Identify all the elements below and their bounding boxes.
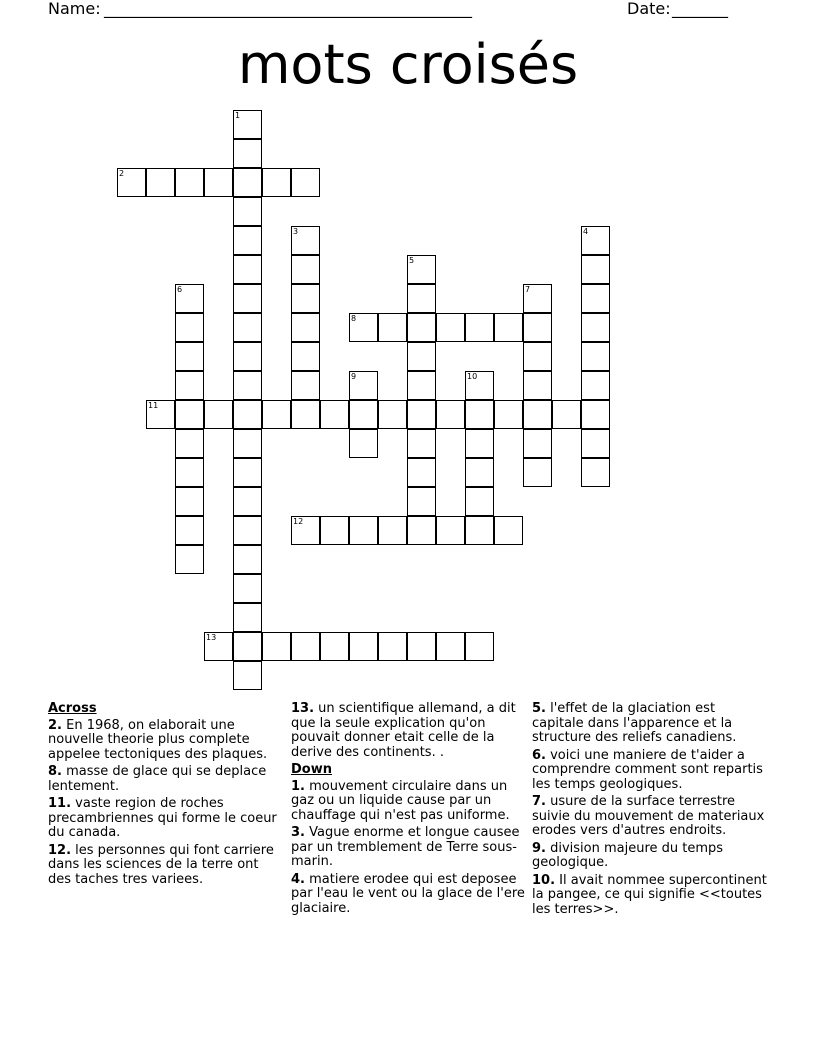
- crossword-cell[interactable]: [407, 255, 436, 284]
- clue-number-label: 12.: [48, 842, 72, 858]
- crossword-cell[interactable]: [465, 487, 494, 516]
- crossword-cell[interactable]: [146, 400, 175, 429]
- crossword-cell[interactable]: [378, 516, 407, 545]
- crossword-cell[interactable]: [436, 516, 465, 545]
- crossword-cell[interactable]: [291, 516, 320, 545]
- crossword-cell[interactable]: [523, 458, 552, 487]
- clue-text: les personnes qui font carriere dans les sciences de la terre ont des taches tres variees.: [48, 842, 274, 887]
- clue: [291, 873, 525, 917]
- clues-column-1: [48, 702, 280, 890]
- clue-number-label: 2.: [48, 717, 62, 733]
- crossword-cell[interactable]: [233, 342, 262, 371]
- clue: [48, 844, 280, 888]
- clue-text: matiere erodee qui est deposee par l'eau le vent ou la glace de l'ere glaciaire.: [291, 871, 525, 916]
- crossword-cell[interactable]: [233, 487, 262, 516]
- clue-number-label: 10.: [532, 872, 556, 888]
- clue: [291, 826, 525, 870]
- crossword-cell[interactable]: [436, 632, 465, 661]
- clue-text: division majeure du temps geologique.: [532, 840, 724, 870]
- clue-number: 4: [583, 227, 589, 236]
- crossword-cell[interactable]: [378, 313, 407, 342]
- crossword-cell[interactable]: [291, 632, 320, 661]
- clue-number-label: 3.: [291, 825, 305, 840]
- crossword-cell[interactable]: [581, 400, 610, 429]
- crossword-cell[interactable]: [465, 458, 494, 487]
- clue-text: voici une maniere de t'aider a comprendre comment sont repartis les temps geologiques.: [532, 747, 763, 792]
- crossword-cell[interactable]: [320, 632, 349, 661]
- clue-number: 5: [409, 256, 415, 265]
- crossword-cell[interactable]: [407, 284, 436, 313]
- clue-number-label: 9.: [532, 840, 546, 856]
- clue-number: 6: [177, 285, 183, 294]
- clue-text: usure de la surface terrestre suivie du mouvement de materiaux erodes vers d'autres endroits.: [532, 794, 765, 838]
- crossword-cell[interactable]: [349, 516, 378, 545]
- crossword-cell[interactable]: [465, 371, 494, 400]
- crossword-cell[interactable]: [233, 603, 262, 632]
- crossword-cell[interactable]: [407, 313, 436, 342]
- crossword-cell[interactable]: [581, 342, 610, 371]
- name-line[interactable]: ______________________________________________: [104, 0, 472, 18]
- crossword-cell[interactable]: [233, 284, 262, 313]
- crossword-cell[interactable]: [552, 400, 581, 429]
- across-heading: Across: [48, 701, 97, 716]
- page-title: mots croisés: [237, 33, 579, 96]
- crossword-cell[interactable]: [291, 255, 320, 284]
- crossword-cell[interactable]: [523, 371, 552, 400]
- crossword-cell[interactable]: [233, 371, 262, 400]
- crossword-cell[interactable]: [233, 255, 262, 284]
- crossword-cell[interactable]: [233, 632, 262, 661]
- crossword-cell[interactable]: [407, 342, 436, 371]
- clue-text: Vague enorme et longue causee par un tremblement de Terre sous-marin.: [291, 825, 520, 869]
- clue-number: 12: [293, 517, 304, 526]
- clue-number: 3: [293, 227, 299, 236]
- clue-text: vaste region de roches precambriennes qui forme le coeur du canada.: [48, 796, 277, 840]
- crossword-cell[interactable]: [233, 226, 262, 255]
- clue-number-label: 11.: [48, 796, 72, 811]
- crossword-cell[interactable]: [407, 632, 436, 661]
- crossword-cell[interactable]: [204, 632, 233, 661]
- crossword-cell[interactable]: [175, 487, 204, 516]
- date-line[interactable]: _______: [672, 0, 728, 18]
- crossword-cell[interactable]: [523, 284, 552, 313]
- clue-number: 2: [119, 169, 125, 178]
- crossword-cell[interactable]: [175, 371, 204, 400]
- clue-number-label: 13.: [291, 701, 315, 716]
- crossword-cell[interactable]: [581, 458, 610, 487]
- clue-number: 11: [148, 401, 159, 410]
- crossword-cell[interactable]: [407, 516, 436, 545]
- crossword-cell[interactable]: [523, 429, 552, 458]
- clue-number-label: 4.: [291, 871, 305, 887]
- clue-number-label: 7.: [532, 794, 546, 809]
- crossword-cell[interactable]: [320, 400, 349, 429]
- crossword-cell[interactable]: [175, 168, 204, 197]
- clue: [291, 702, 525, 760]
- crossword-cell[interactable]: [262, 400, 291, 429]
- crossword-cell[interactable]: [233, 197, 262, 226]
- crossword-cell[interactable]: [465, 400, 494, 429]
- crossword-cell[interactable]: [291, 226, 320, 255]
- crossword-cell[interactable]: [465, 516, 494, 545]
- clue-number: 9: [351, 372, 357, 381]
- crossword-cell[interactable]: [175, 458, 204, 487]
- crossword-cell[interactable]: [233, 313, 262, 342]
- clue-number: 1: [235, 111, 241, 120]
- crossword-cell[interactable]: [465, 313, 494, 342]
- crossword-cell[interactable]: [291, 313, 320, 342]
- crossword-cell[interactable]: [349, 371, 378, 400]
- clue-number: 10: [467, 372, 478, 381]
- crossword-cell[interactable]: [494, 400, 523, 429]
- down-heading: Down: [291, 762, 332, 777]
- crossword-cell[interactable]: [494, 516, 523, 545]
- clue-text: masse de glace qui se deplace lentement.: [48, 764, 267, 794]
- crossword-cell[interactable]: [581, 226, 610, 255]
- clue-number-label: 6.: [532, 747, 546, 763]
- clue-number: 8: [351, 314, 357, 323]
- crossword-cell[interactable]: [117, 168, 146, 197]
- crossword-cell[interactable]: [436, 313, 465, 342]
- crossword-cell[interactable]: [581, 255, 610, 284]
- crossword-cell[interactable]: [291, 342, 320, 371]
- clues-column-3: [532, 702, 768, 920]
- crossword-cell[interactable]: [349, 632, 378, 661]
- crossword-cell[interactable]: [407, 371, 436, 400]
- crossword-cell[interactable]: [233, 516, 262, 545]
- crossword-cell[interactable]: [204, 168, 233, 197]
- crossword-cell[interactable]: [581, 284, 610, 313]
- clue: [532, 842, 768, 871]
- clue-text: l'effet de la glaciation est capitale dans l'apparence et la structure des reliefs canadiens.: [532, 701, 737, 745]
- across-clue-list: [48, 719, 280, 888]
- crossword-cell[interactable]: [233, 661, 262, 690]
- down-clue-list-continued: [532, 702, 768, 917]
- crossword-cell[interactable]: [349, 400, 378, 429]
- crossword-cell[interactable]: [233, 458, 262, 487]
- clue-text: Il avait nommee supercontinent la pangee, ce qui signifie <<toutes les terres>>.: [532, 872, 767, 917]
- crossword-cell[interactable]: [291, 284, 320, 313]
- crossword-cell[interactable]: [349, 429, 378, 458]
- clue-number-label: 8.: [48, 764, 62, 779]
- crossword-cell[interactable]: [407, 487, 436, 516]
- crossword-cell[interactable]: [262, 168, 291, 197]
- crossword-cell[interactable]: [291, 371, 320, 400]
- crossword-cell[interactable]: [175, 516, 204, 545]
- clue-number-label: 1.: [291, 778, 305, 794]
- crossword-cell[interactable]: [233, 545, 262, 574]
- clue: [291, 780, 525, 824]
- clue: [48, 797, 280, 841]
- crossword-cell[interactable]: [407, 429, 436, 458]
- crossword-cell[interactable]: [465, 429, 494, 458]
- clue-number-label: 5.: [532, 701, 546, 716]
- crossword-cell[interactable]: [581, 371, 610, 400]
- crossword-cell[interactable]: [465, 632, 494, 661]
- crossword-cell[interactable]: [378, 632, 407, 661]
- crossword-cell[interactable]: [233, 168, 262, 197]
- crossword-cell[interactable]: [233, 110, 262, 139]
- clue-text: mouvement circulaire dans un gaz ou un liquide cause par un chauffage qui n'est pas uniforme.: [291, 778, 510, 823]
- crossword-cell[interactable]: [581, 313, 610, 342]
- crossword-cell[interactable]: [175, 429, 204, 458]
- crossword-cell[interactable]: [291, 400, 320, 429]
- clue: [532, 702, 768, 746]
- crossword-cell[interactable]: [349, 313, 378, 342]
- crossword-cell[interactable]: [175, 342, 204, 371]
- crossword-cell[interactable]: [494, 313, 523, 342]
- crossword-cell[interactable]: [407, 458, 436, 487]
- crossword-cell[interactable]: [175, 400, 204, 429]
- clues-column-2: [291, 702, 525, 919]
- clue-text: un scientifique allemand, a dit que la seule explication qu'on pouvait donner etait celle de la derive des continents. .: [291, 701, 516, 760]
- crossword-cell[interactable]: [523, 313, 552, 342]
- crossword-cell[interactable]: [407, 400, 436, 429]
- crossword-cell[interactable]: [436, 400, 465, 429]
- crossword-cell[interactable]: [175, 545, 204, 574]
- date-label: Date:: [627, 0, 671, 18]
- crossword-cell[interactable]: [320, 516, 349, 545]
- name-label: Name:: [48, 0, 101, 18]
- across-clue-list-continued: [291, 702, 525, 760]
- crossword-cell[interactable]: [204, 400, 233, 429]
- crossword-cell[interactable]: [581, 429, 610, 458]
- down-clue-list: [291, 780, 525, 917]
- crossword-cell[interactable]: [262, 632, 291, 661]
- crossword-cell[interactable]: [233, 400, 262, 429]
- crossword-cell[interactable]: [233, 429, 262, 458]
- crossword-cell[interactable]: [233, 139, 262, 168]
- clue: [48, 765, 280, 794]
- clue: [48, 719, 280, 763]
- crossword-cell[interactable]: [523, 400, 552, 429]
- clue: [532, 874, 768, 918]
- clue-number: 13: [206, 633, 217, 642]
- crossword-cell[interactable]: [146, 168, 175, 197]
- crossword-cell[interactable]: [378, 400, 407, 429]
- clue: [532, 795, 768, 839]
- crossword-cell[interactable]: [175, 313, 204, 342]
- crossword-cell[interactable]: [523, 342, 552, 371]
- clue-text: En 1968, on elaborait une nouvelle theorie plus complete appelee tectoniques des plaques.: [48, 717, 268, 762]
- clue-number: 7: [525, 285, 531, 294]
- crossword-cell[interactable]: [175, 284, 204, 313]
- clue: [532, 749, 768, 793]
- crossword-cell[interactable]: [233, 574, 262, 603]
- crossword-cell[interactable]: [291, 168, 320, 197]
